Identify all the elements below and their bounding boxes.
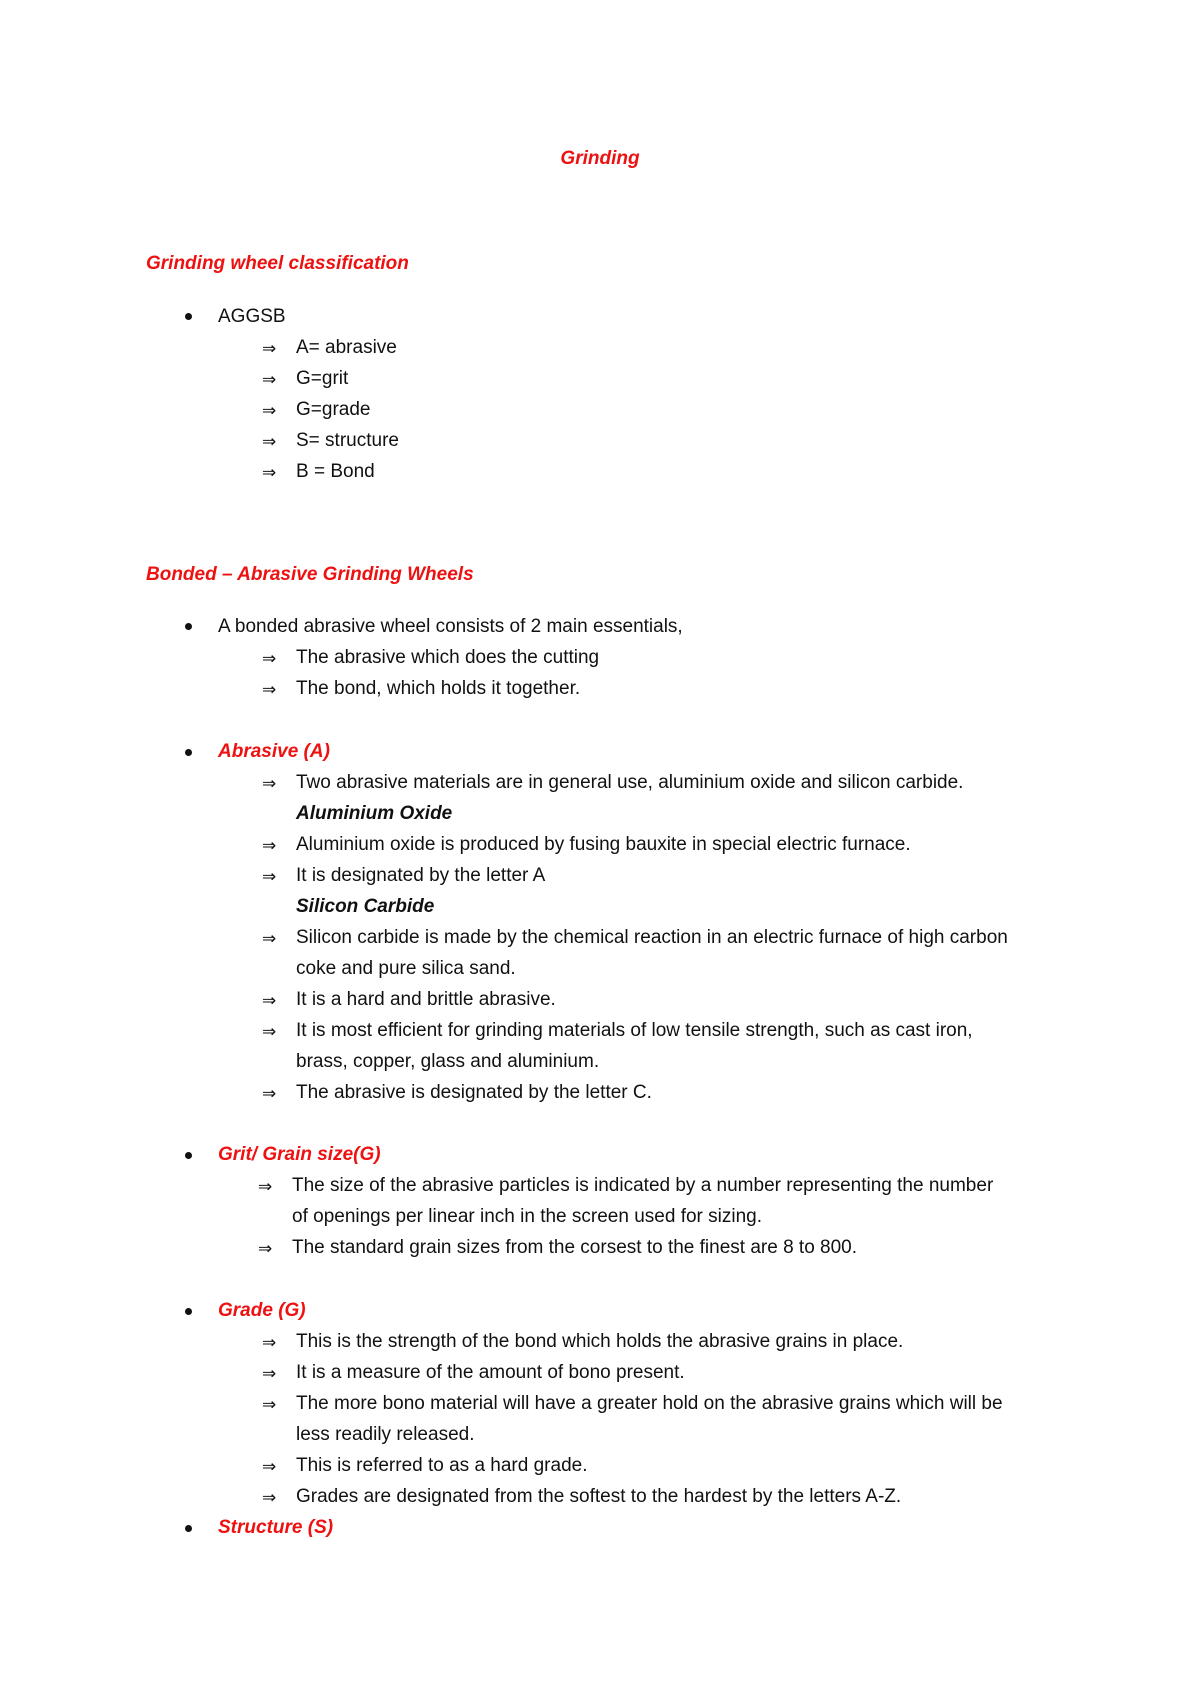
section-heading-classification: Grinding wheel classification: [146, 253, 409, 274]
list-item: This is the strength of the bond which holds the abrasive grains in place.: [296, 1331, 904, 1352]
arrow-icon: ⇒: [262, 774, 277, 793]
list-item: This is referred to as a hard grade.: [296, 1455, 588, 1476]
list-item: G=grade: [296, 399, 371, 420]
bullet-text: AGGSB: [218, 306, 286, 327]
bullet-text: A bonded abrasive wheel consists of 2 main essentials,: [218, 616, 683, 637]
list-item: G=grit: [296, 368, 349, 389]
list-item: It is designated by the letter A: [296, 865, 546, 886]
bullet-dot: [185, 749, 192, 756]
structure-heading: Structure (S): [218, 1517, 334, 1538]
arrow-icon: ⇒: [262, 1395, 277, 1414]
subheading-aluminium-oxide: Aluminium Oxide: [296, 803, 453, 824]
list-item: The standard grain sizes from the corsest to the finest are 8 to 800.: [292, 1237, 858, 1258]
list-item: Grades are designated from the softest to the hardest by the letters A-Z.: [296, 1486, 902, 1507]
arrow-icon: ⇒: [262, 339, 277, 358]
list-item: The more bono material will have a greater hold on the abrasive grains which will be: [296, 1393, 1003, 1414]
arrow-icon: ⇒: [262, 1022, 277, 1041]
list-item: S= structure: [296, 430, 399, 451]
abrasive-heading: Abrasive (A): [218, 741, 330, 762]
arrow-icon: ⇒: [262, 867, 277, 886]
bullet-dot: [185, 623, 192, 630]
arrow-icon: ⇒: [262, 1364, 277, 1383]
bullet-dot: [185, 1152, 192, 1159]
list-item-continuation: less readily released.: [296, 1424, 475, 1445]
arrow-icon: ⇒: [262, 1457, 277, 1476]
arrow-icon: ⇒: [258, 1239, 273, 1258]
list-item: B = Bond: [296, 461, 375, 482]
list-item: The size of the abrasive particles is indicated by a number representing the number: [292, 1175, 994, 1196]
arrow-icon: ⇒: [262, 649, 277, 668]
bullet-dot: [185, 313, 192, 320]
arrow-icon: ⇒: [258, 1177, 273, 1196]
arrow-icon: ⇒: [262, 1084, 277, 1103]
arrow-icon: ⇒: [262, 1488, 277, 1507]
arrow-icon: ⇒: [262, 432, 277, 451]
subheading-silicon-carbide: Silicon Carbide: [296, 896, 435, 917]
bullet-dot: [185, 1308, 192, 1315]
arrow-icon: ⇒: [262, 370, 277, 389]
list-item: It is most efficient for grinding materials of low tensile strength, such as cast iron,: [296, 1020, 973, 1041]
arrow-icon: ⇒: [262, 1333, 277, 1352]
list-item: The bond, which holds it together.: [296, 678, 581, 699]
list-item: The abrasive is designated by the letter C.: [296, 1082, 652, 1103]
list-item: It is a hard and brittle abrasive.: [296, 989, 556, 1010]
list-item: The abrasive which does the cutting: [296, 647, 600, 668]
arrow-icon: ⇒: [262, 680, 277, 699]
list-item-continuation: brass, copper, glass and aluminium.: [296, 1051, 600, 1072]
arrow-icon: ⇒: [262, 463, 277, 482]
list-item: Two abrasive materials are in general use, aluminium oxide and silicon carbide.: [296, 772, 964, 793]
arrow-icon: ⇒: [262, 401, 277, 420]
arrow-icon: ⇒: [262, 836, 277, 855]
list-item: Aluminium oxide is produced by fusing bauxite in special electric furnace.: [296, 834, 911, 855]
grit-heading: Grit/ Grain size(G): [218, 1144, 381, 1165]
list-item-continuation: coke and pure silica sand.: [296, 958, 516, 979]
list-item: A= abrasive: [296, 337, 397, 358]
arrow-icon: ⇒: [262, 991, 277, 1010]
list-item: Silicon carbide is made by the chemical reaction in an electric furnace of high carbon: [296, 927, 1008, 948]
section-heading-bonded: Bonded – Abrasive Grinding Wheels: [146, 564, 474, 585]
list-item-continuation: of openings per linear inch in the screen used for sizing.: [292, 1206, 762, 1227]
bullet-dot: [185, 1525, 192, 1532]
page-title: Grinding: [560, 148, 640, 169]
arrow-icon: ⇒: [262, 929, 277, 948]
grade-heading: Grade (G): [218, 1300, 306, 1321]
list-item: It is a measure of the amount of bono present.: [296, 1362, 685, 1383]
